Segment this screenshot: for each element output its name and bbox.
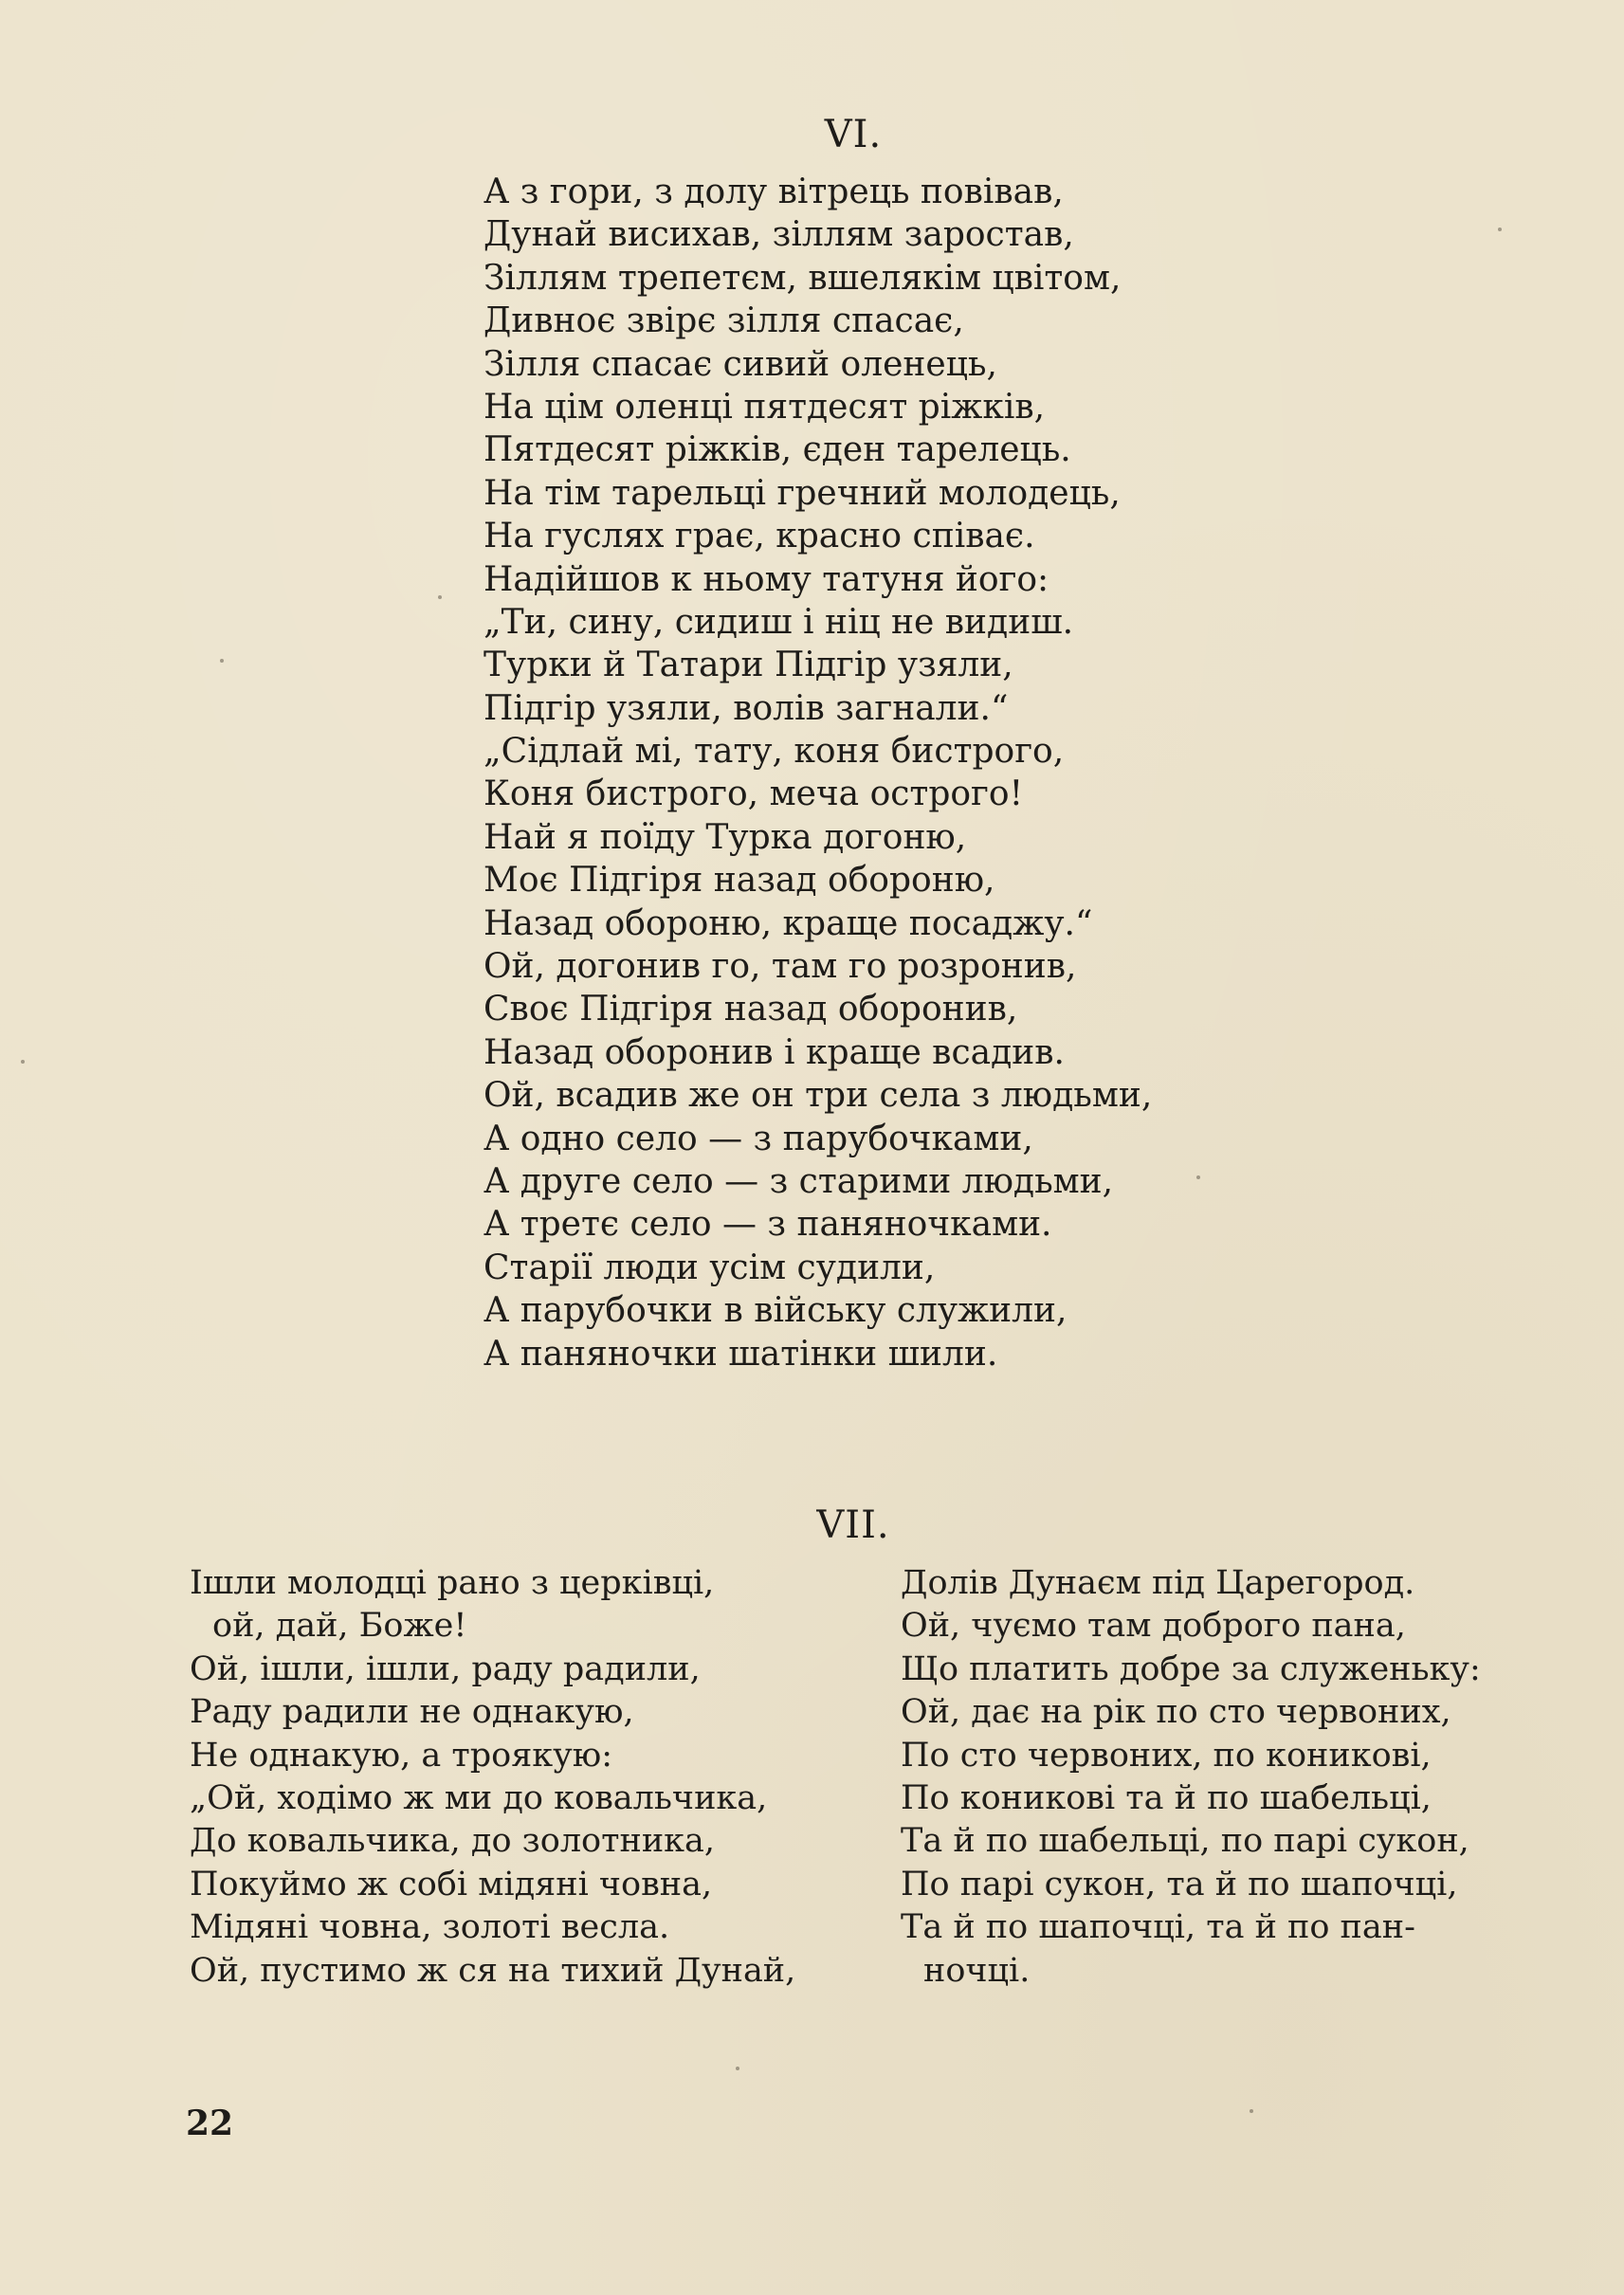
poem-line: А парубочки в війську служили, [484,1291,1067,1331]
poem-vii-right-column [901,1562,1564,1993]
poem-line: Своє Підгіря назад оборонив, [484,990,1018,1029]
poem-line: Зіллям трепетєм, вшелякім цвітом, [484,258,1122,298]
page-number: 22 [186,2104,234,2143]
poem-line: По парі сукон, та й по шапочці, [901,1865,1458,1903]
poem-line: Раду радили не однакую, [190,1693,634,1732]
paper-speck [21,1060,25,1064]
poem-line: Та й по шабельці, по парі сукон, [901,1822,1469,1861]
poem-line: По сто червоних, по коникові, [901,1736,1432,1775]
section-title-vi: VI. [824,113,883,156]
poem-line: „Сідлай мі, тату, коня бистрого, [484,732,1065,772]
paper-speck [438,595,442,599]
poem-line: Ой, пустимо ж ся на тихий Дунай, [190,1951,796,1990]
poem-line: Підгір узяли, волів загнали.“ [484,688,1009,728]
poem-vii-left-column [190,1562,872,1993]
poem-line: На гуслях грає, красно співає. [484,517,1035,556]
poem-line: Старії люди усім судили, [484,1248,936,1287]
poem-line: Надійшов к ньому татуня його: [484,559,1049,599]
paper-speck [1498,228,1502,231]
poem-line: Коня бистрого, меча острого! [484,774,1024,814]
poem-line: Дунай висихав, зіллям заростав, [484,215,1074,255]
poem-line: Дивноє звірє зілля спасає, [484,301,964,341]
paper-speck [1250,2109,1253,2113]
poem-line: Не однакую, а троякую: [190,1736,613,1775]
poem-line: Назад обороню, краще посаджу.“ [484,903,1093,943]
poem-line: До ковальчика, до золотника, [190,1822,716,1861]
poem-line: Зілля спасає сивий оленець, [484,344,997,384]
poem-line: „Ой, ходімо ж ми до ковальчика, [190,1778,768,1817]
paper-speck [220,659,224,663]
section-title-vii: VII. [816,1503,890,1547]
poem-line: Мідяні човна, золоті весла. [190,1908,670,1947]
poem-line: На цім оленці пятдесят ріжків, [484,387,1046,427]
poem-line: А паняночки шатінки шили. [484,1334,998,1374]
poem-line: Пятдесят ріжків, єден тарелець. [484,430,1071,470]
poem-line: Ой, чуємо там доброго пана, [901,1607,1406,1646]
poem-line: Най я поїду Турка догоню, [484,817,967,857]
poem-refrain-line: ой, дай, Боже! [212,1607,467,1646]
poem-line: По коникові та й по шабельці, [901,1778,1432,1817]
poem-line: Долів Дунаєм під Царегород. [901,1564,1415,1602]
poem-line: А з гори, з долу вітрець повівав, [484,173,1064,211]
poem-line: Турки й Татари Підгір узяли, [484,646,1013,685]
poem-line: „Ти, сину, сидиш і ніц не видиш. [484,602,1074,642]
poem-line: А одно село — з парубочками, [484,1119,1033,1158]
poem-line: Ой, дає на рік по сто червоних, [901,1693,1451,1732]
poem-line: Ой, догонив го, там го розронив, [484,947,1077,987]
poem-line: Ішли молодці рано з церківці, [190,1564,715,1602]
paper-speck [736,2067,739,2070]
poem-line: Що платить добре за служеньку: [901,1649,1481,1688]
poem-line: Моє Підгіря назад обороню, [484,861,995,901]
poem-line: Ой, ішли, ішли, раду радили, [190,1649,701,1688]
poem-line: На тім тарельці гречний молодець, [484,473,1121,513]
poem-line: Назад оборонив і краще всадив. [484,1032,1065,1072]
poem-line: Та й по шапочці, та й по пан- [901,1908,1415,1947]
poem-vi [484,171,1299,1375]
poem-line: А друге село — з старими людьми, [484,1161,1114,1201]
poem-line: А третє село — з паняночками. [484,1205,1052,1245]
poem-line: Ой, всадив же он три села з людьми, [484,1076,1153,1116]
poem-line: Покуймо ж собі мідяні човна, [190,1865,713,1903]
poem-line: ночці. [923,1951,1031,1990]
